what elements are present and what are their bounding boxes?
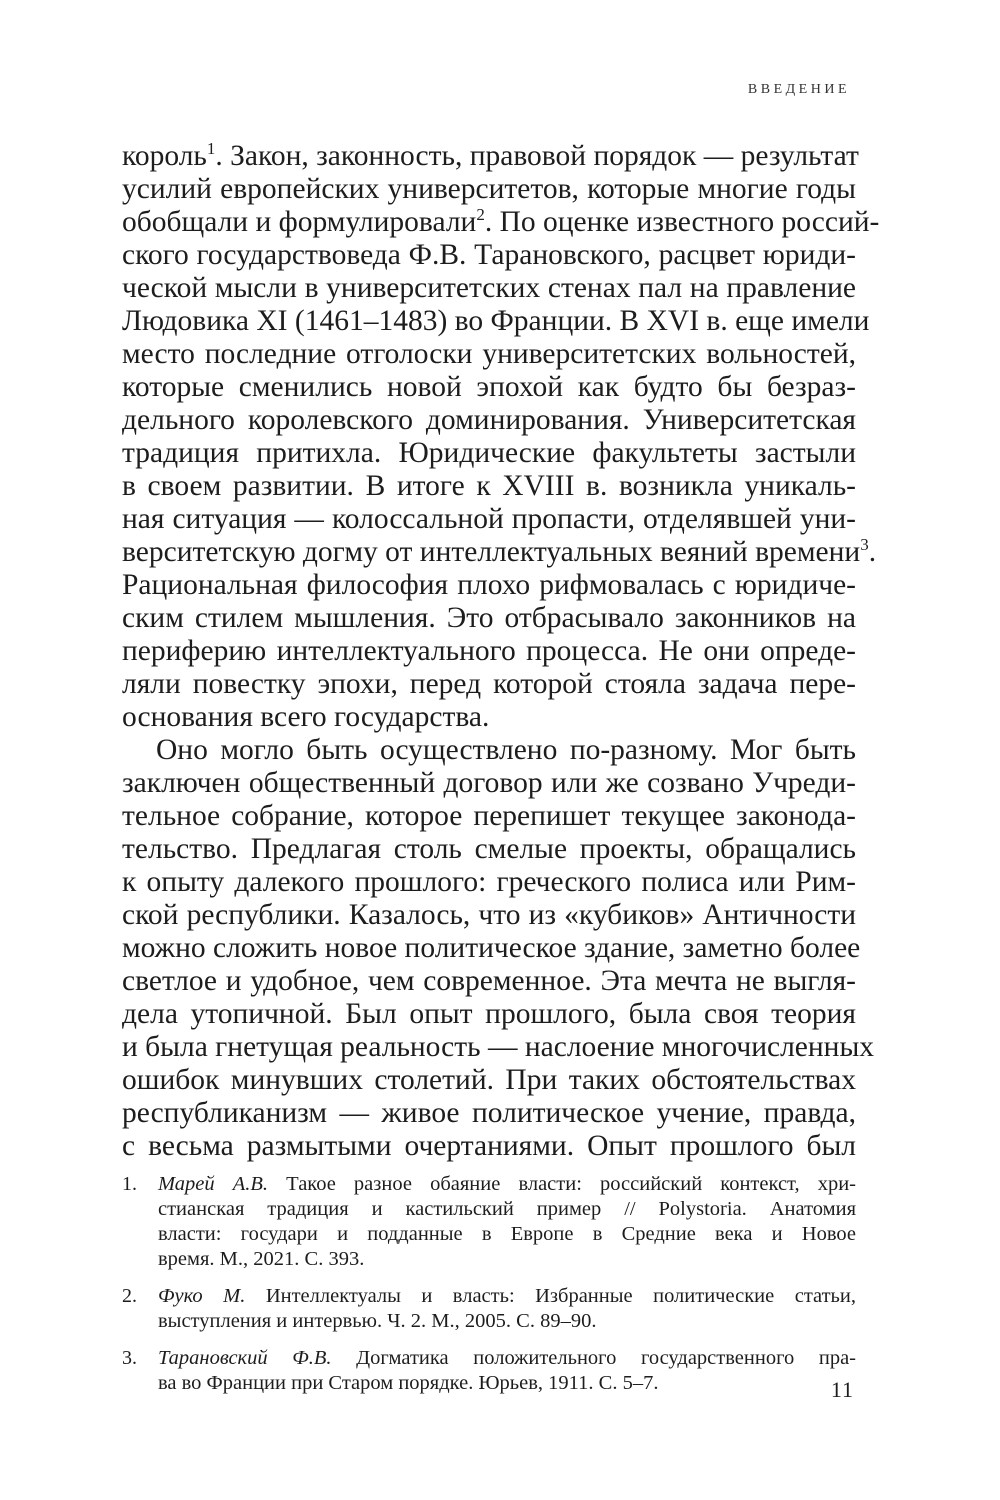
text-line: усилий европейских университетов, которые многие годы: [122, 173, 856, 205]
text-line: к опыту далекого прошлого: греческого полиса или Рим-: [122, 866, 856, 898]
text-line: ошибок минувших столетий. При таких обстоятельствах: [122, 1064, 856, 1096]
footnote-number: 3.: [122, 1347, 137, 1369]
footnote-line: Фуко М. Интеллектуалы и власть: Избранные политические статьи,: [158, 1285, 856, 1307]
text-line: светлое и удобное, чем современное. Эта мечта не выгля-: [122, 965, 856, 997]
footnote-author: Фуко М.: [158, 1285, 246, 1307]
footnote-line: стианская традиция и кастильский пример // Polystoria. Анатомия: [158, 1198, 856, 1220]
footnote-ref[interactable]: 3: [860, 535, 869, 554]
body-text: [122, 139, 880, 1163]
footnote: [122, 1172, 856, 1272]
text-line: дела утопичной. Был опыт прошлого, была своя теория: [122, 998, 856, 1030]
text-line: место последние отголоски университетских вольностей,: [122, 338, 856, 370]
text-line: тельство. Предлагая столь смелые проекты, обращались: [122, 833, 856, 865]
text-line: ским стилем мышления. Это отбрасывало законников на: [122, 602, 856, 634]
text-line: которые сменились новой эпохой как будто бы безраз-: [122, 371, 856, 403]
footnote-ref[interactable]: 2: [476, 205, 485, 224]
footnote: [122, 1284, 856, 1334]
text-line: традиция притихла. Юридические факультеты застыли: [122, 437, 856, 469]
footnote-author: Марей А.В.: [158, 1173, 269, 1195]
text-line: заключен общественный договор или же созвано Учреди-: [122, 767, 856, 799]
text-line: в своем развитии. В итоге к XVIII в. возникла уникаль-: [122, 470, 856, 502]
text-line: основания всего государства.: [122, 701, 490, 733]
footnote-line: ва во Франции при Старом порядке. Юрьев, 1911. С. 5–7.: [158, 1372, 659, 1394]
footnote-number: 2.: [122, 1285, 137, 1307]
text-line: ная ситуация — колоссальной пропасти, отделявшей уни-: [122, 503, 856, 535]
text-line: обобщали и формулировали$^2$. По оценке известного россий-: [122, 205, 880, 238]
text-line: можно сложить новое политическое здание, заметно более: [122, 932, 861, 964]
footnote-author: Тарановский Ф.В.: [158, 1347, 332, 1369]
footnote-line: Марей А.В. Такое разное обаяние власти: российский контекст, хри-: [158, 1173, 856, 1195]
footnote-line: власти: государи и подданные в Европе в Средние века и Новое: [158, 1223, 856, 1245]
text-line: Людовика XI (1461–1483) во Франции. В XVI в. еще имели: [122, 305, 870, 337]
text-line: верситетскую догму от интеллектуальных веяний времени$^3$.: [122, 535, 877, 568]
text-line: республиканизм — живое политическое учение, правда,: [122, 1097, 856, 1129]
text-line: Рациональная философия плохо рифмовалась с юридиче-: [122, 569, 856, 601]
footnote-number: 1.: [122, 1173, 137, 1195]
text-line: с весьма размытыми очертаниями. Опыт прошлого был: [122, 1130, 856, 1162]
text-line: периферию интеллектуального процесса. Не они опреде-: [122, 635, 856, 667]
footnote-line: Тарановский Ф.В. Догматика положительного государственного пра-: [158, 1347, 857, 1369]
page-number: 11: [830, 1377, 854, 1402]
text-line: тельное собрание, которое перепишет текущее законода-: [122, 800, 856, 832]
footnotes: [122, 1172, 856, 1408]
footnote-line: время. М., 2021. С. 393.: [158, 1248, 365, 1270]
text-line: король$^1$. Закон, законность, правовой порядок — результат: [122, 139, 859, 172]
footnote-ref[interactable]: 1: [206, 139, 216, 158]
text-line: Оно могло быть осуществлено по-разному. Мог быть: [156, 734, 856, 766]
footnote-line: выступления и интервью. Ч. 2. М., 2005. С. 89–90.: [158, 1310, 597, 1332]
text-line: ческой мысли в университетских стенах пал на правление: [122, 272, 856, 304]
footnote: [122, 1346, 856, 1396]
text-line: ской республики. Казалось, что из «кубиков» Античности: [122, 899, 856, 931]
running-head: ВВЕДЕНИЕ: [747, 82, 850, 97]
text-line: и была гнетущая реальность — наслоение многочисленных: [122, 1031, 875, 1063]
text-line: дельного королевского доминирования. Университетская: [122, 404, 856, 436]
text-line: ляли повестку эпохи, перед которой стояла задача пере-: [122, 668, 856, 700]
text-line: ского государствоведа Ф.В. Тарановского, расцвет юриди-: [122, 239, 856, 271]
